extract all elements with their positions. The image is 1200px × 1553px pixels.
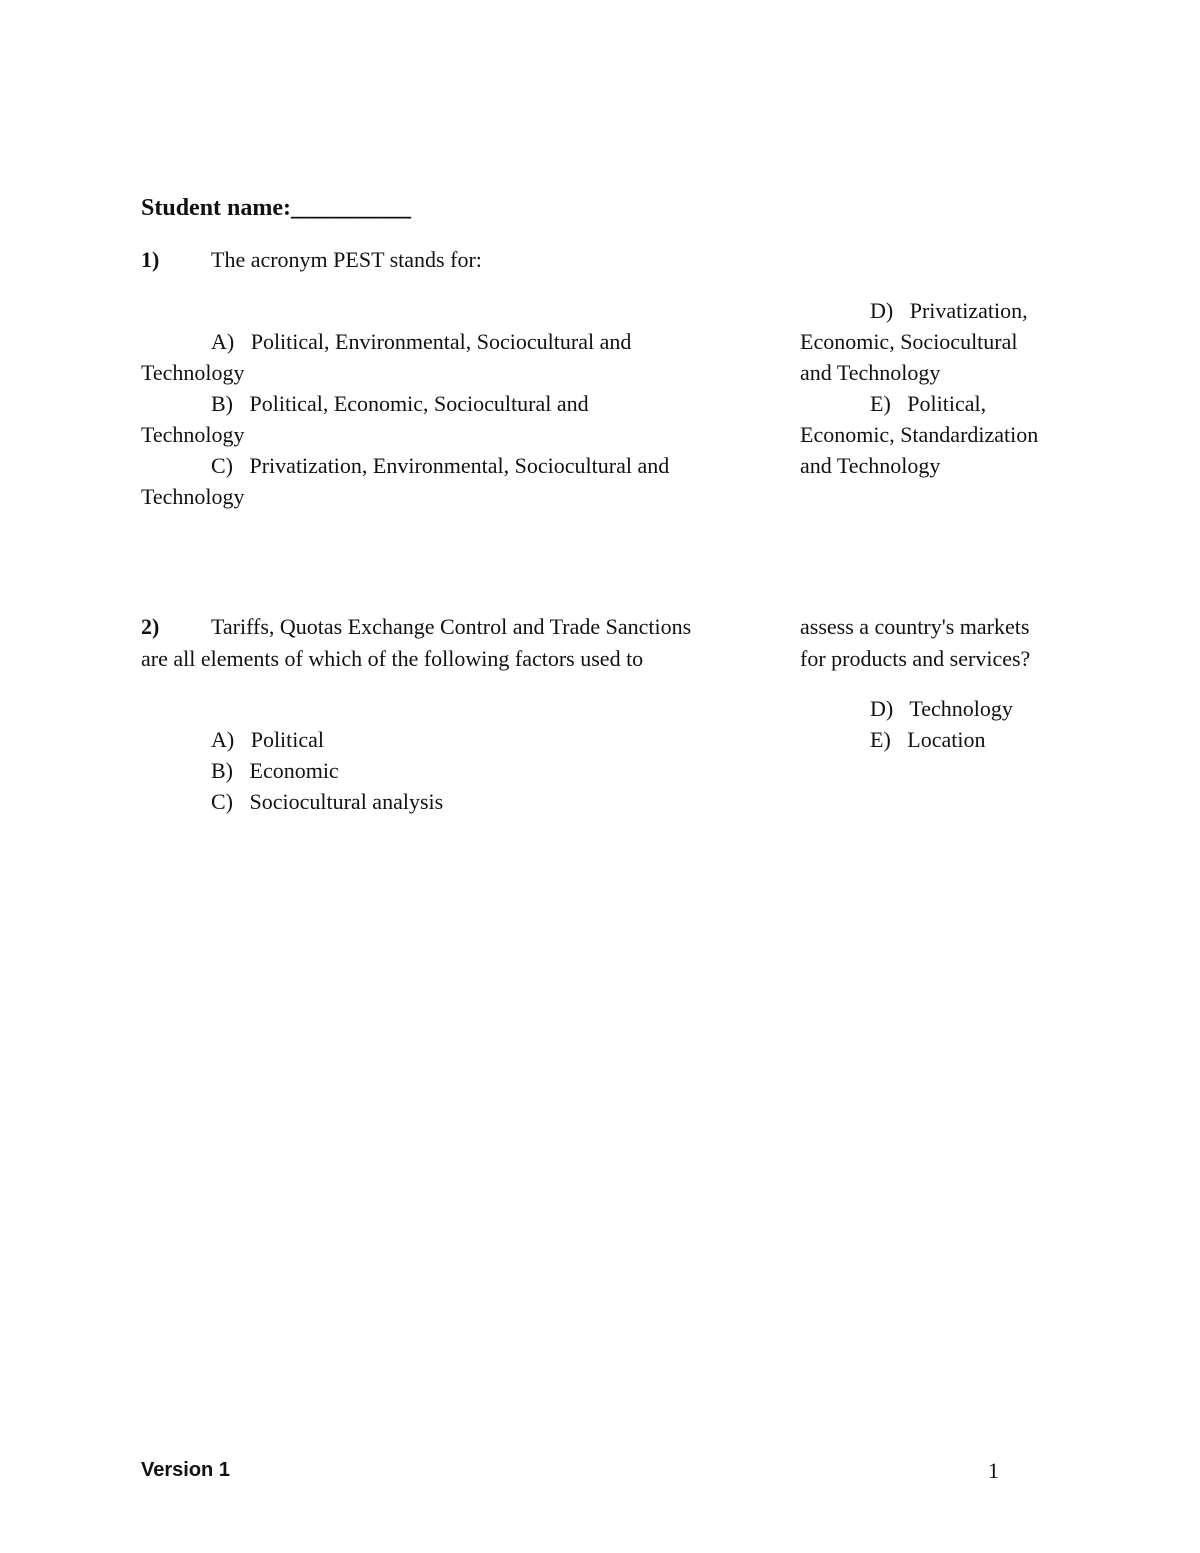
q2-option-c[interactable]: C) Sociocultural analysis (211, 789, 444, 814)
student-name-label (141, 193, 411, 223)
q2-number: 2) (141, 614, 160, 639)
q1-option-a-cont: Technology (141, 360, 245, 385)
q1-right-options (800, 295, 1038, 481)
q2-stem-line1: Tariffs, Quotas Exchange Control and Trade Sanctions (211, 614, 692, 639)
q1-option-b[interactable]: B) Political, Economic, Sociocultural and (211, 391, 589, 416)
q1-option-a[interactable]: A) Political, Environmental, Sociocultural and (211, 329, 632, 354)
footer-page-number: 1 (988, 1458, 999, 1483)
student-name-blank[interactable]: __________ (291, 195, 412, 221)
q1-option-e-cont2: and Technology (800, 453, 941, 478)
q1-left-options (141, 326, 669, 512)
student-name-text: Student name: (141, 195, 292, 221)
q2-stem-line2: are all elements of which of the following factors used to (141, 646, 644, 671)
footer-version: Version 1 (141, 1459, 230, 1481)
q1-option-c[interactable]: C) Privatization, Environmental, Sociocultural and (211, 453, 670, 478)
q1-option-b-cont: Technology (141, 422, 245, 447)
q1-option-e-cont1: Economic, Standardization (800, 422, 1039, 447)
q1-option-d[interactable]: D) Privatization, (870, 298, 1028, 323)
q2-option-d[interactable]: D) Technology (870, 696, 1013, 721)
q2-left-options (141, 724, 443, 817)
q2-stem-line3: assess a country's markets (800, 614, 1030, 639)
q2-option-b[interactable]: B) Economic (211, 758, 339, 783)
q2-stem-line4: for products and services? (800, 646, 1031, 671)
q2-right-options (800, 693, 1013, 755)
q2-option-a[interactable]: A) Political (211, 727, 325, 752)
q1-option-c-cont: Technology (141, 484, 245, 509)
q1-stem: The acronym PEST stands for: (211, 247, 482, 272)
q1-number: 1) (141, 247, 160, 272)
q1-option-d-cont2: and Technology (800, 360, 941, 385)
q1-option-d-cont1: Economic, Sociocultural (800, 329, 1018, 354)
q1-option-e[interactable]: E) Political, (870, 391, 987, 416)
q2-option-e[interactable]: E) Location (870, 727, 986, 752)
